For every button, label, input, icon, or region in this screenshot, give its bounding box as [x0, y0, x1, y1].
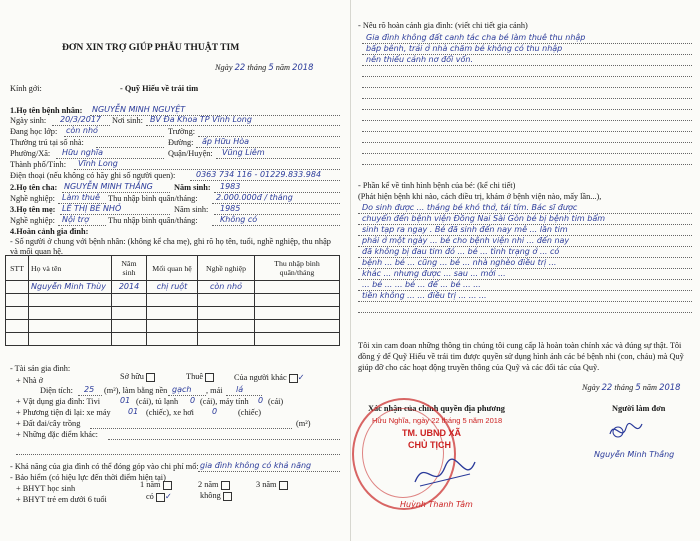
bhyt-2-year: 2 năm [198, 480, 230, 490]
mother-birth-label: Năm sinh: [174, 205, 209, 214]
school-label: Trường: [168, 127, 196, 136]
right-date: Ngày 22 tháng 5 năm 2018 [582, 382, 681, 392]
illness-line-1: Do sinh được ... tháng bé khó thở, tái tím. Bác sĩ được [362, 203, 578, 212]
district: Vũng Liêm [222, 148, 265, 157]
applicant-heading: Người làm đơn [612, 404, 666, 413]
mother-job-label: Nghề nghiệp: [10, 216, 55, 225]
ability-label: - Khả năng của gia đình có thể đóng góp vào chi phí mổ: [10, 462, 199, 471]
table-row: Nguyễn Minh Thùy 2014 chị ruột còn nhỏ [6, 281, 340, 294]
salutation: Kính gởi: [10, 84, 42, 93]
tv: 01 [120, 396, 131, 405]
phone-label: Điện thoại (nếu không có hãy ghi số người quen): [10, 171, 176, 180]
household-note: - Số người ở chung với bệnh nhân: (không kể cha mẹ), ghi rõ họ tên, tuổi, nghề nghiệp, thu nhập và mối quan hệ. [10, 237, 331, 256]
fridge: 0 [190, 396, 196, 405]
street: ấp Hữu Hòa [202, 137, 250, 146]
mother-job: Nội trợ [62, 215, 89, 224]
car: 0 [212, 407, 218, 416]
table-row [6, 333, 340, 346]
ability: gia đình không có khả năng [200, 461, 312, 470]
assets-label: - Tài sản gia đình: [10, 364, 71, 373]
roof-label: , mái [206, 386, 223, 395]
father-name: NGUYỄN MINH THẮNG [64, 182, 153, 191]
illness-note: (Phát hiện bệnh khi nào, cách điều trị, khám ở bệnh viện nào, mấy lần...), [358, 192, 602, 201]
family-line-2: bấp bênh, trải ở nhà chăm bé không có thu nhập [366, 44, 563, 53]
illness-header: - Phần kể về tình hình bệnh của bé: (kể chi tiết) [358, 181, 516, 190]
grade-label: Đang học lớp: [10, 127, 58, 136]
other-owner-label: Của người khác ✓ [234, 372, 305, 382]
roof: lá [236, 385, 244, 394]
table-row [6, 294, 340, 307]
pledge-text: Tôi xin cam đoan những thông tin chúng tôi cung cấp là hoàn toàn chính xác và đúng sự thật. Tôi đồng ý để Quỹ Hiếu về trái tim được quyền sử dụng hình ảnh các bé bệnh nhi (con, cháu) mà Quỹ giúp đỡ cho các hoạt động truyền thông của Quỹ và các đối tác của Quỹ. [358, 341, 684, 372]
ward: Hữu nghĩa [62, 148, 104, 157]
address-label: Thường trú tại số nhà: [10, 138, 84, 147]
land-label: + Đất đai/cây trồng [16, 419, 81, 428]
father-income: 2.000.000đ / tháng [216, 193, 293, 202]
rent-label: Thuê [186, 372, 214, 382]
section-father: 2.Họ tên cha: [10, 183, 58, 192]
floor: gạch [172, 385, 192, 394]
city: Vĩnh Long [78, 159, 118, 168]
illness-line-5: đã không bị đau tim đó ... bé ... tình trạng ở ... có [362, 247, 560, 256]
section-family: 4.Hoàn cảnh gia đình: [10, 227, 89, 236]
th-job: Nghề nghiệp [198, 256, 255, 281]
section-mother: 3.Họ tên mẹ: [10, 205, 56, 214]
bhyt-no: không [200, 491, 232, 501]
father-birth-label: Năm sinh: [174, 183, 211, 192]
pc: 0 [258, 396, 264, 405]
pc-label: (cái), máy tính [200, 397, 249, 406]
special-label: + Những đặc điểm khác: [16, 430, 98, 439]
father-birth: 1983 [220, 182, 241, 191]
section-patient: 1.Họ tên bệnh nhân: [10, 106, 83, 115]
father-job: Làm thuê [62, 193, 100, 202]
own-label: Sở hữu [120, 372, 155, 382]
car-label: (chiếc), xe hơi [146, 408, 194, 417]
official-name: Huỳnh Thanh Tâm [400, 500, 473, 509]
illness-line-4: phải ở một ngày ... bé cho bệnh viện nhi ... đến nay [362, 236, 570, 245]
illness-line-6: bệnh ... bé ... cũng ... bé ... nhà nghèo điều trị ... [362, 258, 557, 267]
motorbike: 01 [128, 407, 139, 416]
applicant-name: Nguyễn Minh Thắng [594, 450, 675, 459]
th-stt: STT [6, 256, 29, 281]
official-signature [410, 452, 480, 492]
household-table [5, 255, 340, 346]
mother-income-label: Thu nhập bình quân/tháng: [108, 216, 198, 225]
bhyt-student: + BHYT học sinh [16, 484, 76, 493]
family-header: - Nêu rõ hoàn cảnh gia đình: (viết chi tiết gia cảnh) [358, 21, 528, 30]
father-income-label: Thu nhập bình quân/tháng: [108, 194, 198, 203]
district-label: Quận/Huyện: [168, 149, 213, 158]
recipient: - Quỹ Hiếu về trái tim [120, 84, 199, 93]
mother-birth: 1985 [220, 204, 241, 213]
street-label: Đường: [168, 138, 194, 147]
area-label: Diện tích: [40, 386, 73, 395]
th-name: Họ và tên [29, 256, 112, 281]
items-label: + Vật dụng gia đình: Tivi [16, 397, 101, 406]
bhyt-yes: có ✓ [146, 491, 172, 501]
father-job-label: Nghề nghiệp: [10, 194, 55, 203]
vehicle-label: + Phương tiện đi lại: xe máy [16, 408, 111, 417]
stamp-title: CHỦ TỊCH [408, 440, 451, 450]
th-relation: Mối quan hệ [147, 256, 198, 281]
pob: BV Đa Khoa TP Vĩnh Long [150, 115, 252, 124]
bhyt-child: + BHYT trẻ em dưới 6 tuổi [16, 495, 107, 504]
illness-line-7: khác ... nhưng được ... sau ... mới ... [362, 269, 506, 278]
form-title: ĐƠN XIN TRỢ GIÚP PHẪU THUẬT TIM [62, 42, 240, 53]
house-label: + Nhà ở [16, 376, 44, 385]
car-unit: (chiếc) [238, 408, 262, 417]
fold-line [350, 0, 351, 541]
table-header [6, 256, 340, 281]
local-confirm-heading: Xác nhận của chính quyền địa phương [368, 404, 505, 413]
area: 25 [84, 385, 95, 394]
pob-label: Nơi sinh: [112, 116, 143, 125]
family-line-3: nên thiếu cảnh nơ đổi vốn. [366, 55, 474, 64]
fridge-label: (cái), tủ lạnh [136, 397, 179, 406]
mother-name: LÊ THỊ BÉ NHỎ [62, 204, 122, 213]
applicant-signature [606, 418, 646, 444]
grade: còn nhỏ [66, 126, 98, 135]
th-birth: Năm sinh [112, 256, 147, 281]
stamp-org: TM. UBND XÃ [402, 428, 461, 438]
illness-line-3: sinh tạp ra ngay . Bé đã sinh đến nay mê ... lần tim [362, 225, 568, 234]
bhyt-3-year: 3 năm [256, 480, 288, 490]
mother-income: Không có [220, 215, 258, 224]
table-row [6, 320, 340, 333]
land-unit: (m²) [296, 419, 311, 428]
patient-name: NGUYỄN MINH NGUYỆT [92, 105, 186, 114]
left-date: Ngày 22 tháng 5 năm 2018 [215, 62, 314, 72]
table-row [6, 307, 340, 320]
stamp-date-line: Hữu Nghĩa, ngày 22 tháng 5 năm 2018 [372, 416, 503, 425]
dob-label: Ngày sinh: [10, 116, 47, 125]
illness-line-9: tiền không ... ... điều trị ... ... ... [362, 291, 487, 300]
bhyt-1-year: 1 năm [140, 480, 172, 490]
dob: 20/3/2017 [60, 115, 102, 124]
area-unit: (m²), làm bằng nền [104, 386, 168, 395]
insurance-label: - Bảo hiểm (có hiệu lực đến thời điểm hiện tại) [10, 473, 166, 482]
city-label: Thành phố/Tỉnh: [10, 160, 66, 169]
illness-line-8: ... bé ... ... bé ... để ... bé ... ... [362, 280, 481, 289]
phone: 0363 734 116 - 01229.833.984 [196, 170, 322, 179]
pc-unit: (cái) [268, 397, 284, 406]
illness-line-2: chuyển đến bệnh viện Đồng Nai Sài Gòn bé bị bệnh tim bẩm [362, 214, 606, 223]
family-line-1: Gia đình không đất canh tác cha bé làm thuê thu nhập [366, 33, 586, 42]
th-income: Thu nhập bình quân/tháng [255, 256, 340, 281]
ward-label: Phường/Xã: [10, 149, 51, 158]
